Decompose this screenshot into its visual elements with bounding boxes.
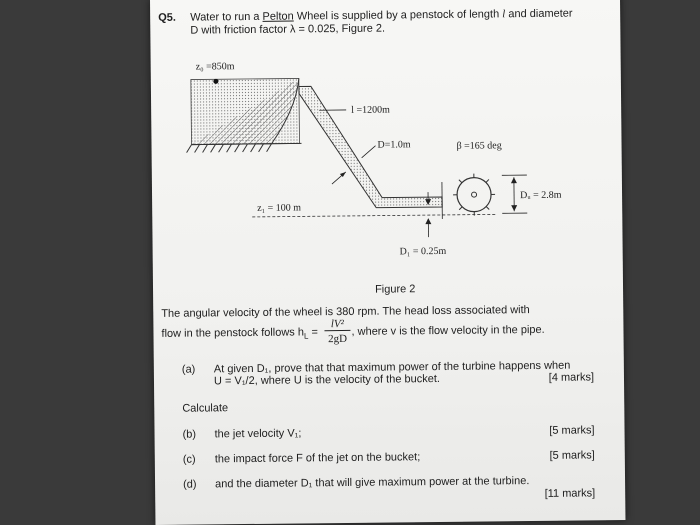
question-line-1-c: and diameter bbox=[505, 7, 573, 21]
part-c-label: (c) bbox=[182, 453, 196, 466]
beta-label: β =165 deg bbox=[456, 140, 502, 152]
pelton-wheel bbox=[453, 173, 495, 215]
question-line-2: D with friction factor λ = 0.025, Figure 2. bbox=[190, 22, 386, 37]
length-symbol: l bbox=[502, 8, 506, 21]
body-line-2-b: , where v is the flow velocity in the pipe. bbox=[351, 323, 545, 338]
z1-label: z₁ = 100 m bbox=[257, 202, 302, 214]
figure-caption: Figure 2 bbox=[374, 283, 416, 296]
part-c-marks: [5 marks] bbox=[549, 449, 595, 462]
question-line-1-a: Water to run a bbox=[190, 10, 263, 24]
pelton-link: Pelton bbox=[262, 10, 294, 23]
part-a-marks: [4 marks] bbox=[548, 371, 595, 384]
ground-ticks bbox=[187, 144, 272, 153]
question-sheet bbox=[150, 0, 625, 525]
body-line-2-a: flow in the penstock follows $h_L$ = bbox=[161, 326, 318, 341]
question-number: Q5. bbox=[158, 11, 176, 24]
part-d-text: and the diameter D₁ that will give maximum power at the turbine. bbox=[215, 475, 530, 491]
head-loss-subscript: L bbox=[303, 331, 309, 341]
body-line-1: The angular velocity of the wheel is 380 rpm. The head loss associated with bbox=[161, 304, 530, 320]
part-a-label: (a) bbox=[181, 363, 196, 376]
z0-label: z₀ =850m bbox=[195, 61, 235, 73]
part-d-label: (d) bbox=[183, 478, 197, 491]
part-a-line-2: U = V₁/2, where U is the velocity of the bucket. bbox=[213, 372, 441, 388]
part-b-label: (b) bbox=[182, 428, 197, 441]
part-b-text: the jet velocity V₁; bbox=[214, 427, 302, 441]
part-a-line-1: At given D₁, prove that that maximum power of the turbine happens when bbox=[213, 359, 571, 376]
penstock-pipe bbox=[299, 85, 442, 208]
dw-label: Dᵤ = 2.8m bbox=[520, 189, 562, 202]
question-line-1-b: Wheel is supplied by a penstock of length bbox=[293, 8, 503, 23]
pelton-wheel-diagram bbox=[151, 45, 623, 275]
diameter-leader bbox=[362, 146, 376, 158]
part-b-marks: [5 marks] bbox=[549, 424, 595, 437]
z1-datum-line bbox=[252, 214, 497, 217]
length-label: l =1200m bbox=[351, 104, 390, 116]
fraction-numerator: lV² bbox=[324, 318, 350, 331]
fraction-denominator: 2gD bbox=[328, 332, 348, 346]
part-d-marks: [11 marks] bbox=[544, 487, 596, 500]
head-loss-text: flow in the penstock follows h bbox=[161, 326, 305, 340]
part-c-text: the impact force F of the jet on the bucket; bbox=[214, 451, 421, 466]
diameter-label: D=1.0m bbox=[377, 139, 411, 151]
dj-label: D₁ = 0.25m bbox=[399, 245, 447, 258]
calculate-label: Calculate bbox=[182, 402, 229, 415]
